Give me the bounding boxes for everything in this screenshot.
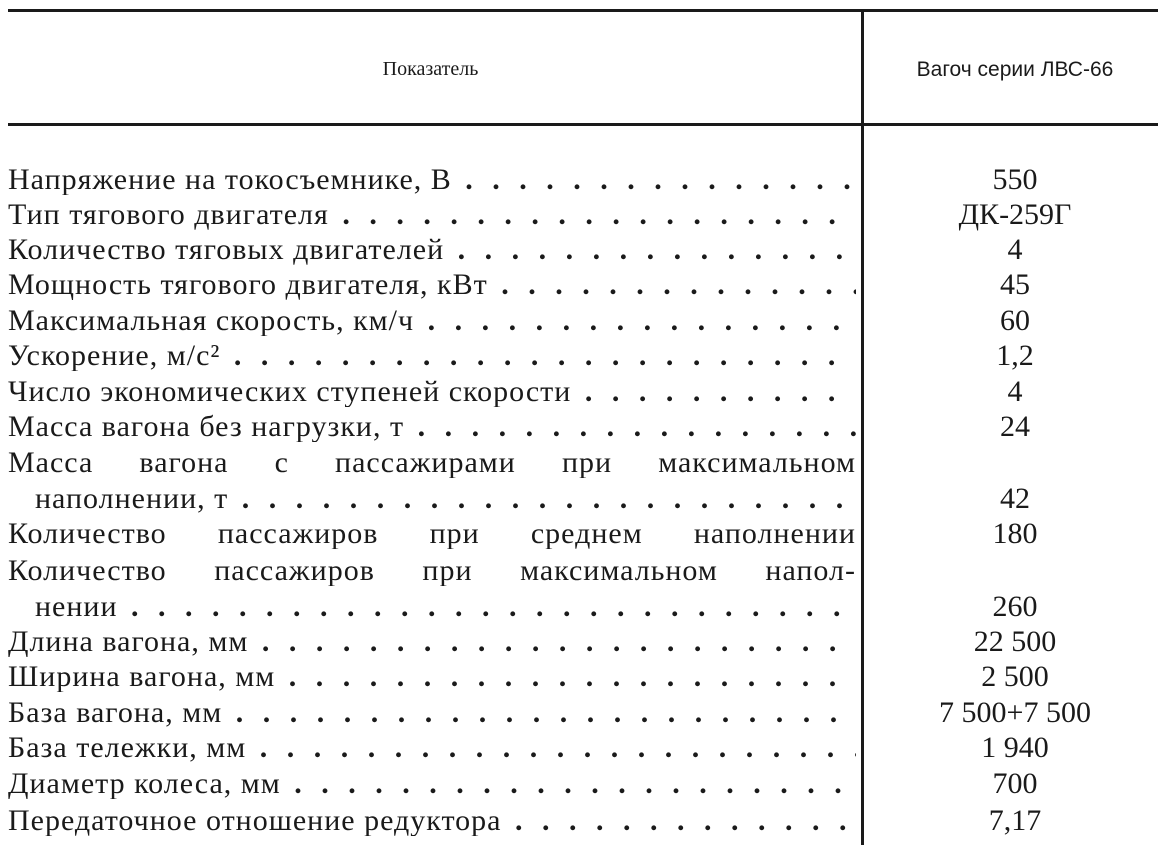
row-value: 24: [1000, 410, 1030, 443]
row-label-line1: Масса вагона с пассажирами при максимальном: [8, 448, 856, 478]
table-row: [8, 806, 1158, 836]
table-row: [8, 484, 1158, 514]
row-label: База тележки, мм . . .: [8, 733, 856, 763]
row-value: 2 500: [981, 660, 1049, 693]
row-value: 1,2: [996, 339, 1034, 372]
row-label: База вагона, мм . . .: [8, 698, 856, 728]
row-value: 60: [1000, 304, 1030, 337]
row-label: Ширина вагона, мм . . .: [8, 662, 856, 692]
row-label-line1: Количество пассажиров при максимальном напол-: [8, 556, 856, 586]
table-row: [8, 698, 1158, 728]
row-value: 4: [1007, 233, 1023, 266]
row-value: 180: [992, 517, 1038, 550]
top-rule: [8, 9, 1158, 12]
row-label-line2: наполнении, т . . .: [35, 484, 856, 514]
table-row: [8, 377, 1158, 407]
table-row: [8, 519, 1158, 549]
row-label: Мощность тягового двигателя, кВт . . .: [8, 270, 856, 300]
row-value: 700: [992, 767, 1038, 800]
row-value: 550: [992, 163, 1038, 196]
row-label: Максимальная скорость, км/ч . . .: [8, 306, 856, 336]
row-value: 4: [1007, 375, 1023, 408]
table-row: [8, 412, 1158, 442]
table-row: [8, 200, 1158, 230]
row-value: 45: [1000, 268, 1030, 301]
table-row: [8, 270, 1158, 300]
row-label: Количество пассажиров при среднем наполнении: [8, 519, 856, 549]
row-label: Напряжение на токосъемнике, В . . .: [8, 165, 856, 195]
row-value: 260: [992, 590, 1038, 623]
header-rule: [8, 123, 1158, 126]
table-row: [8, 306, 1158, 336]
row-value: 7 500+7 500: [939, 696, 1091, 729]
table-row: [8, 769, 1158, 799]
table-row: [8, 556, 1158, 586]
row-label: Длина вагона, мм . . .: [8, 627, 856, 657]
row-value: ДК-259Г: [958, 198, 1072, 231]
row-label: Количество тяговых двигателей . . .: [8, 235, 856, 265]
row-value: 7,17: [988, 804, 1042, 837]
table-row: [8, 592, 1158, 622]
row-label: Тип тягового двигателя . . .: [8, 200, 856, 230]
table-row: [8, 165, 1158, 195]
row-label: Число экономических ступеней скорости . . .: [8, 377, 856, 407]
table-row: [8, 662, 1158, 692]
column-header-parameter: Показатель: [382, 58, 479, 80]
table-row: [8, 627, 1158, 657]
table-row: [8, 733, 1158, 763]
table-row: [8, 341, 1158, 371]
row-value: 42: [1000, 482, 1030, 515]
row-label: Передаточное отношение редуктора . . .: [8, 806, 856, 836]
table-row: [8, 448, 1158, 478]
table-row: [8, 235, 1158, 265]
row-label-line2: нении . . .: [35, 592, 856, 622]
row-label: Масса вагона без нагрузки, т . . .: [8, 412, 856, 442]
row-label: Ускорение, м/с² . . .: [8, 341, 856, 371]
row-value: 22 500: [973, 625, 1057, 658]
column-header-car-series: Вагоч серии ЛВС-66: [916, 58, 1114, 81]
row-label: Диаметр колеса, мм . . .: [8, 769, 856, 799]
row-value: 1 940: [981, 731, 1049, 764]
